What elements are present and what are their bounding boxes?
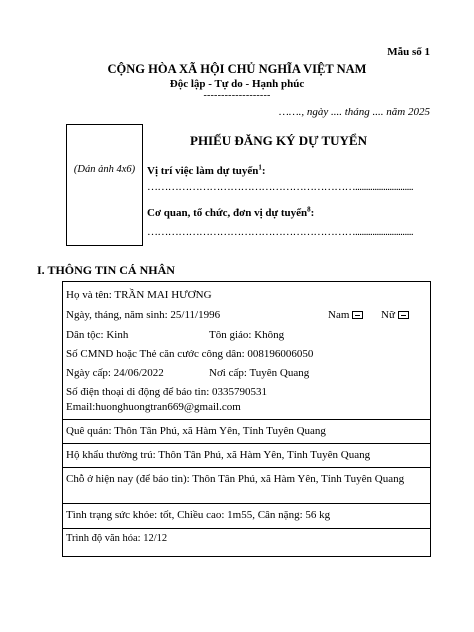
issue-place-label: Nơi cấp:: [209, 367, 250, 379]
agency-label: [147, 207, 314, 219]
full-name-row: [66, 289, 212, 301]
table-divider: [63, 419, 430, 420]
issue-place-value: Tuyên Quang: [249, 367, 310, 379]
education-value: 12/12: [143, 533, 168, 544]
gender-female: [381, 309, 409, 321]
personal-info-table: [62, 281, 431, 557]
table-divider: [63, 528, 430, 529]
id-row: [66, 348, 313, 360]
motto-underline: -------------------: [203, 90, 271, 101]
phone-value: 0335790531: [212, 386, 268, 398]
hometown-value: Thôn Tân Phú, xã Hàm Yên, Tỉnh Tuyên Quang: [114, 425, 326, 437]
gender-male: [328, 309, 363, 321]
education-row: [66, 533, 167, 544]
footnote-mark: 8: [307, 205, 311, 214]
education-label: Trình độ văn hóa:: [66, 533, 144, 544]
issue-row: [66, 367, 429, 379]
section-title: I. THÔNG TIN CÁ NHÂN: [37, 263, 175, 277]
male-label: Nam: [328, 309, 350, 321]
table-divider: [63, 503, 430, 504]
hometown-label: Quê quán:: [66, 425, 115, 437]
table-divider: [63, 443, 430, 444]
phone-label: Số điện thoại di động để báo tin:: [66, 386, 213, 398]
current-address-row: [66, 473, 404, 485]
agency-label-text: Cơ quan, tổ chức, đơn vị dự tuyển: [147, 207, 308, 219]
female-checkbox[interactable]: [398, 311, 409, 319]
issue-date-label: Ngày cấp:: [66, 367, 114, 379]
colon: :: [261, 165, 266, 177]
footnote-mark: 1: [258, 163, 262, 172]
full-name-value: TRẦN MAI HƯƠNG: [114, 289, 212, 301]
phone-row: [66, 386, 267, 398]
ethnicity-label: Dân tộc:: [66, 329, 107, 341]
dob-row: [66, 309, 429, 321]
photo-label: (Dán ảnh 4x6): [73, 164, 136, 175]
permanent-address-label: Hộ khẩu thường trú:: [66, 449, 159, 461]
email-value: huonghuongtran669@gmail.com: [95, 401, 241, 413]
health-row: [66, 509, 330, 521]
health-value: tốt, Chiều cao: 1m55, Cân nặng: 56 kg: [159, 509, 331, 521]
religion-value: Không: [254, 329, 285, 341]
dob-value: 25/11/1996: [170, 309, 221, 321]
current-address-label: Chỗ ở hiện nay (để báo tin):: [66, 473, 193, 485]
health-label: Tình trạng sức khỏe:: [66, 509, 160, 521]
position-label: [147, 165, 266, 177]
colon: :: [310, 207, 315, 219]
issue-place: [209, 367, 309, 379]
female-label: Nữ: [381, 309, 395, 321]
permanent-address-row: [66, 449, 370, 461]
religion: [209, 329, 284, 341]
country-name: CỘNG HÒA XÃ HỘI CHỦ NGHĨA VIỆT NAM: [107, 62, 367, 76]
date-line: ……., ngày .... tháng .... năm 2025: [279, 106, 430, 118]
current-address-value: Thôn Tân Phú, xã Hàm Yên, Tỉnh Tuyên Quang: [192, 473, 405, 485]
form-title: PHIẾU ĐĂNG KÝ DỰ TUYỂN: [190, 133, 367, 148]
male-checkbox[interactable]: [352, 311, 363, 319]
hometown-row: [66, 425, 326, 437]
agency-fill-line[interactable]: ……………………………………………………...........................: [147, 226, 414, 238]
form-number: Mẫu số 1: [387, 46, 430, 58]
position-label-text: Vị trí việc làm dự tuyển: [147, 165, 259, 177]
full-name-label: Họ và tên:: [66, 289, 115, 301]
dob-label: Ngày, tháng, năm sinh:: [66, 309, 171, 321]
ethnicity-row: [66, 329, 429, 341]
national-motto: Độc lập - Tự do - Hạnh phúc: [169, 78, 305, 90]
email-row: [66, 401, 241, 413]
email-label: Email:: [66, 401, 96, 413]
id-value: 008196006050: [247, 348, 314, 360]
photo-box: [66, 124, 143, 246]
religion-label: Tôn giáo:: [209, 329, 255, 341]
table-divider: [63, 467, 430, 468]
permanent-address-value: Thôn Tân Phú, xã Hàm Yên, Tỉnh Tuyên Quang: [158, 449, 371, 461]
position-fill-line[interactable]: ……………………………………………………...........................: [147, 181, 414, 193]
issue-date-value: 24/06/2022: [113, 367, 164, 379]
ethnicity-value: Kinh: [106, 329, 129, 341]
id-label: Số CMND hoặc Thẻ căn cước công dân:: [66, 348, 248, 360]
